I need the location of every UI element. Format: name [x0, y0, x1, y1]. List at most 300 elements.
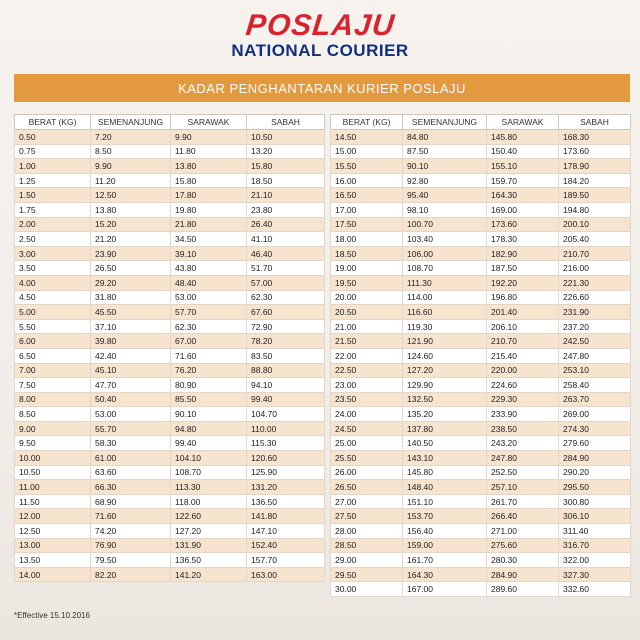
- table-row: [331, 319, 631, 334]
- cell-weight: 29.50: [331, 567, 403, 582]
- cell-sabah: 21.10: [247, 188, 325, 203]
- header-sabah: SABAH: [247, 115, 325, 130]
- header-semenanjung: SEMENANJUNG: [91, 115, 171, 130]
- cell-sarawak: 11.80: [171, 144, 247, 159]
- cell-semenanjung: 108.70: [403, 261, 487, 276]
- cell-weight: 12.00: [15, 509, 91, 524]
- cell-semenanjung: 68.90: [91, 494, 171, 509]
- cell-sarawak: 71.60: [171, 348, 247, 363]
- cell-weight: 2.50: [15, 232, 91, 247]
- cell-weight: 1.25: [15, 173, 91, 188]
- table-row: [15, 305, 325, 320]
- cell-weight: 16.00: [331, 173, 403, 188]
- table-row: [331, 173, 631, 188]
- cell-weight: 6.50: [15, 348, 91, 363]
- cell-sarawak: 39.10: [171, 246, 247, 261]
- rate-table-title-banner: [14, 74, 630, 102]
- table-row: [15, 480, 325, 495]
- cell-sabah: 210.70: [559, 246, 631, 261]
- cell-sarawak: 17.80: [171, 188, 247, 203]
- table-row: [331, 246, 631, 261]
- cell-weight: 23.00: [331, 378, 403, 393]
- cell-weight: 19.50: [331, 275, 403, 290]
- table-row: [331, 305, 631, 320]
- table-row: [15, 246, 325, 261]
- table-row: [15, 334, 325, 349]
- header-semenanjung: SEMENANJUNG: [403, 115, 487, 130]
- table-row: [331, 436, 631, 451]
- cell-weight: 1.00: [15, 159, 91, 174]
- cell-sarawak: 99.40: [171, 436, 247, 451]
- cell-sarawak: 150.40: [487, 144, 559, 159]
- rate-rows-right: [331, 130, 631, 597]
- rate-table-left: [14, 114, 325, 582]
- table-row: [331, 334, 631, 349]
- table-row: [331, 130, 631, 145]
- effective-date-note: *Effective 15.10.2016: [14, 611, 90, 620]
- cell-sabah: 78.20: [247, 334, 325, 349]
- cell-semenanjung: 140.50: [403, 436, 487, 451]
- cell-sabah: 184.20: [559, 173, 631, 188]
- cell-semenanjung: 156.40: [403, 524, 487, 539]
- cell-sabah: 247.80: [559, 348, 631, 363]
- cell-semenanjung: 100.70: [403, 217, 487, 232]
- cell-weight: 27.50: [331, 509, 403, 524]
- table-row: [15, 538, 325, 553]
- cell-weight: 10.50: [15, 465, 91, 480]
- table-row: [331, 509, 631, 524]
- cell-sabah: 216.00: [559, 261, 631, 276]
- cell-sarawak: 21.80: [171, 217, 247, 232]
- cell-sarawak: 164.30: [487, 188, 559, 203]
- cell-sarawak: 182.90: [487, 246, 559, 261]
- cell-sarawak: 43.80: [171, 261, 247, 276]
- cell-weight: 26.50: [331, 480, 403, 495]
- cell-sabah: 231.90: [559, 305, 631, 320]
- cell-semenanjung: 124.60: [403, 348, 487, 363]
- cell-sabah: 131.20: [247, 480, 325, 495]
- cell-semenanjung: 47.70: [91, 378, 171, 393]
- cell-weight: 1.50: [15, 188, 91, 203]
- cell-semenanjung: 9.90: [91, 159, 171, 174]
- table-row: [15, 378, 325, 393]
- cell-semenanjung: 153.70: [403, 509, 487, 524]
- cell-sarawak: 233.90: [487, 407, 559, 422]
- cell-weight: 13.50: [15, 553, 91, 568]
- cell-semenanjung: 135.20: [403, 407, 487, 422]
- cell-semenanjung: 111.30: [403, 275, 487, 290]
- cell-sarawak: 62.30: [171, 319, 247, 334]
- cell-weight: 24.00: [331, 407, 403, 422]
- cell-sabah: 274.30: [559, 421, 631, 436]
- cell-weight: 7.00: [15, 363, 91, 378]
- poslaju-logo: [0, 10, 640, 60]
- cell-weight: 8.00: [15, 392, 91, 407]
- cell-weight: 3.50: [15, 261, 91, 276]
- cell-sabah: 269.00: [559, 407, 631, 422]
- cell-semenanjung: 29.20: [91, 275, 171, 290]
- table-row: [331, 159, 631, 174]
- cell-semenanjung: 151.10: [403, 494, 487, 509]
- cell-semenanjung: 159.00: [403, 538, 487, 553]
- cell-weight: 21.00: [331, 319, 403, 334]
- cell-sarawak: 113.30: [171, 480, 247, 495]
- table-row: [15, 567, 325, 582]
- cell-weight: 4.00: [15, 275, 91, 290]
- table-row: [331, 465, 631, 480]
- cell-sabah: 205.40: [559, 232, 631, 247]
- cell-sabah: 253.10: [559, 363, 631, 378]
- table-row: [331, 232, 631, 247]
- cell-weight: 23.50: [331, 392, 403, 407]
- cell-sabah: 136.50: [247, 494, 325, 509]
- cell-weight: 19.00: [331, 261, 403, 276]
- cell-sarawak: 173.60: [487, 217, 559, 232]
- cell-weight: 13.00: [15, 538, 91, 553]
- cell-sarawak: 15.80: [171, 173, 247, 188]
- cell-sabah: 51.70: [247, 261, 325, 276]
- cell-sabah: 67.60: [247, 305, 325, 320]
- table-row: [331, 348, 631, 363]
- rate-rows-left: [15, 130, 325, 582]
- table-row: [331, 538, 631, 553]
- cell-sabah: 147.10: [247, 524, 325, 539]
- cell-sarawak: 280.30: [487, 553, 559, 568]
- header-sarawak: SARAWAK: [487, 115, 559, 130]
- table-header-row: [15, 115, 325, 130]
- table-row: [15, 553, 325, 568]
- rate-table-title: KADAR PENGHANTARAN KURIER POSLAJU: [178, 80, 466, 96]
- table-row: [331, 261, 631, 276]
- cell-semenanjung: 129.90: [403, 378, 487, 393]
- cell-sarawak: 169.00: [487, 202, 559, 217]
- cell-sabah: 152.40: [247, 538, 325, 553]
- cell-semenanjung: 121.90: [403, 334, 487, 349]
- cell-sarawak: 210.70: [487, 334, 559, 349]
- cell-sarawak: 261.70: [487, 494, 559, 509]
- logo-subtitle: NATIONAL COURIER: [231, 41, 409, 60]
- table-row: [15, 524, 325, 539]
- cell-sabah: 26.40: [247, 217, 325, 232]
- cell-sabah: 311.40: [559, 524, 631, 539]
- cell-semenanjung: 31.80: [91, 290, 171, 305]
- cell-sabah: 23.80: [247, 202, 325, 217]
- cell-semenanjung: 148.40: [403, 480, 487, 495]
- table-row: [15, 363, 325, 378]
- cell-weight: 18.50: [331, 246, 403, 261]
- cell-sabah: 173.60: [559, 144, 631, 159]
- cell-semenanjung: 132.50: [403, 392, 487, 407]
- table-row: [15, 261, 325, 276]
- cell-sabah: 157.70: [247, 553, 325, 568]
- cell-semenanjung: 45.50: [91, 305, 171, 320]
- cell-weight: 11.50: [15, 494, 91, 509]
- cell-semenanjung: 45.10: [91, 363, 171, 378]
- table-row: [15, 188, 325, 203]
- cell-weight: 15.00: [331, 144, 403, 159]
- cell-weight: 22.00: [331, 348, 403, 363]
- cell-sabah: 41.10: [247, 232, 325, 247]
- cell-weight: 24.50: [331, 421, 403, 436]
- table-row: [15, 451, 325, 466]
- cell-sabah: 104.70: [247, 407, 325, 422]
- cell-sabah: 13.20: [247, 144, 325, 159]
- table-row: [15, 173, 325, 188]
- cell-sarawak: 67.00: [171, 334, 247, 349]
- cell-semenanjung: 74.20: [91, 524, 171, 539]
- cell-sarawak: 80.90: [171, 378, 247, 393]
- cell-sarawak: 247.80: [487, 451, 559, 466]
- table-row: [15, 232, 325, 247]
- cell-weight: 30.00: [331, 582, 403, 597]
- table-header-row: [331, 115, 631, 130]
- cell-sabah: 120.60: [247, 451, 325, 466]
- cell-weight: 20.00: [331, 290, 403, 305]
- cell-sabah: 300.80: [559, 494, 631, 509]
- cell-sabah: 279.60: [559, 436, 631, 451]
- cell-sabah: 115.30: [247, 436, 325, 451]
- cell-weight: 17.50: [331, 217, 403, 232]
- header-weight: BERAT (KG): [15, 115, 91, 130]
- cell-weight: 16.50: [331, 188, 403, 203]
- cell-semenanjung: 8.50: [91, 144, 171, 159]
- table-row: [331, 451, 631, 466]
- cell-semenanjung: 63.60: [91, 465, 171, 480]
- table-row: [331, 407, 631, 422]
- cell-semenanjung: 79.50: [91, 553, 171, 568]
- cell-sabah: 163.00: [247, 567, 325, 582]
- cell-sabah: 242.50: [559, 334, 631, 349]
- table-row: [331, 480, 631, 495]
- table-row: [15, 392, 325, 407]
- table-row: [331, 188, 631, 203]
- cell-sarawak: 145.80: [487, 130, 559, 145]
- table-row: [15, 348, 325, 363]
- cell-sarawak: 48.40: [171, 275, 247, 290]
- cell-semenanjung: 13.80: [91, 202, 171, 217]
- cell-sabah: 141.80: [247, 509, 325, 524]
- table-row: [15, 130, 325, 145]
- cell-sabah: 237.20: [559, 319, 631, 334]
- cell-weight: 11.00: [15, 480, 91, 495]
- cell-sabah: 15.80: [247, 159, 325, 174]
- cell-semenanjung: 90.10: [403, 159, 487, 174]
- cell-sabah: 125.90: [247, 465, 325, 480]
- cell-sabah: 57.00: [247, 275, 325, 290]
- table-row: [15, 290, 325, 305]
- cell-sabah: 200.10: [559, 217, 631, 232]
- table-row: [15, 159, 325, 174]
- header-sabah: SABAH: [559, 115, 631, 130]
- cell-sabah: 221.30: [559, 275, 631, 290]
- cell-sarawak: 206.10: [487, 319, 559, 334]
- cell-semenanjung: 145.80: [403, 465, 487, 480]
- cell-sarawak: 85.50: [171, 392, 247, 407]
- cell-semenanjung: 116.60: [403, 305, 487, 320]
- table-row: [15, 319, 325, 334]
- table-row: [331, 363, 631, 378]
- cell-sarawak: 187.50: [487, 261, 559, 276]
- cell-sarawak: 201.40: [487, 305, 559, 320]
- table-row: [15, 436, 325, 451]
- cell-weight: 10.00: [15, 451, 91, 466]
- cell-semenanjung: 103.40: [403, 232, 487, 247]
- cell-sarawak: 136.50: [171, 553, 247, 568]
- cell-weight: 15.50: [331, 159, 403, 174]
- cell-weight: 20.50: [331, 305, 403, 320]
- cell-sabah: 322.00: [559, 553, 631, 568]
- cell-semenanjung: 114.00: [403, 290, 487, 305]
- cell-sabah: 263.70: [559, 392, 631, 407]
- cell-sabah: 327.30: [559, 567, 631, 582]
- cell-sabah: 168.30: [559, 130, 631, 145]
- cell-semenanjung: 61.00: [91, 451, 171, 466]
- cell-semenanjung: 42.40: [91, 348, 171, 363]
- cell-sabah: 10.50: [247, 130, 325, 145]
- cell-semenanjung: 12.50: [91, 188, 171, 203]
- cell-sarawak: 9.90: [171, 130, 247, 145]
- cell-sabah: 110.00: [247, 421, 325, 436]
- cell-semenanjung: 119.30: [403, 319, 487, 334]
- rate-table-right: [330, 114, 631, 597]
- cell-sabah: 46.40: [247, 246, 325, 261]
- cell-sarawak: 275.60: [487, 538, 559, 553]
- cell-sarawak: 94.80: [171, 421, 247, 436]
- cell-semenanjung: 143.10: [403, 451, 487, 466]
- cell-semenanjung: 39.80: [91, 334, 171, 349]
- cell-weight: 8.50: [15, 407, 91, 422]
- cell-sarawak: 243.20: [487, 436, 559, 451]
- cell-sarawak: 57.70: [171, 305, 247, 320]
- cell-semenanjung: 26.50: [91, 261, 171, 276]
- cell-sabah: 178.90: [559, 159, 631, 174]
- table-row: [331, 378, 631, 393]
- cell-weight: 5.50: [15, 319, 91, 334]
- cell-weight: 12.50: [15, 524, 91, 539]
- cell-semenanjung: 50.40: [91, 392, 171, 407]
- table-row: [15, 494, 325, 509]
- cell-sabah: 189.50: [559, 188, 631, 203]
- cell-sarawak: 131.90: [171, 538, 247, 553]
- cell-semenanjung: 167.00: [403, 582, 487, 597]
- cell-semenanjung: 106.00: [403, 246, 487, 261]
- cell-weight: 18.00: [331, 232, 403, 247]
- cell-sarawak: 118.00: [171, 494, 247, 509]
- cell-sarawak: 19.80: [171, 202, 247, 217]
- cell-sabah: 94.10: [247, 378, 325, 393]
- cell-weight: 9.00: [15, 421, 91, 436]
- table-row: [331, 524, 631, 539]
- cell-sabah: 88.80: [247, 363, 325, 378]
- cell-sarawak: 155.10: [487, 159, 559, 174]
- cell-semenanjung: 53.00: [91, 407, 171, 422]
- cell-semenanjung: 92.80: [403, 173, 487, 188]
- cell-sarawak: 159.70: [487, 173, 559, 188]
- cell-sarawak: 224.60: [487, 378, 559, 393]
- cell-sarawak: 127.20: [171, 524, 247, 539]
- cell-weight: 25.00: [331, 436, 403, 451]
- cell-sarawak: 13.80: [171, 159, 247, 174]
- cell-sarawak: 53.00: [171, 290, 247, 305]
- cell-semenanjung: 161.70: [403, 553, 487, 568]
- cell-weight: 17.00: [331, 202, 403, 217]
- cell-sarawak: 271.00: [487, 524, 559, 539]
- cell-sabah: 194.80: [559, 202, 631, 217]
- cell-semenanjung: 98.10: [403, 202, 487, 217]
- table-row: [15, 465, 325, 480]
- table-row: [331, 144, 631, 159]
- cell-sabah: 18.50: [247, 173, 325, 188]
- cell-weight: 28.50: [331, 538, 403, 553]
- cell-sarawak: 266.40: [487, 509, 559, 524]
- cell-sarawak: 215.40: [487, 348, 559, 363]
- cell-weight: 22.50: [331, 363, 403, 378]
- cell-sarawak: 238.50: [487, 421, 559, 436]
- cell-sarawak: 289.60: [487, 582, 559, 597]
- cell-weight: 21.50: [331, 334, 403, 349]
- table-row: [15, 144, 325, 159]
- cell-sabah: 295.50: [559, 480, 631, 495]
- cell-semenanjung: 127.20: [403, 363, 487, 378]
- cell-sarawak: 229.30: [487, 392, 559, 407]
- cell-sarawak: 76.20: [171, 363, 247, 378]
- cell-semenanjung: 21.20: [91, 232, 171, 247]
- cell-sabah: 62.30: [247, 290, 325, 305]
- header-weight: BERAT (KG): [331, 115, 403, 130]
- cell-sarawak: 220.00: [487, 363, 559, 378]
- cell-semenanjung: 37.10: [91, 319, 171, 334]
- cell-sabah: 226.60: [559, 290, 631, 305]
- cell-semenanjung: 71.60: [91, 509, 171, 524]
- cell-semenanjung: 7.20: [91, 130, 171, 145]
- table-row: [331, 275, 631, 290]
- table-row: [331, 567, 631, 582]
- cell-sarawak: 252.50: [487, 465, 559, 480]
- table-row: [15, 275, 325, 290]
- cell-sabah: 316.70: [559, 538, 631, 553]
- cell-sarawak: 90.10: [171, 407, 247, 422]
- cell-semenanjung: 137.80: [403, 421, 487, 436]
- cell-weight: 7.50: [15, 378, 91, 393]
- table-row: [331, 290, 631, 305]
- cell-weight: 9.50: [15, 436, 91, 451]
- cell-semenanjung: 58.30: [91, 436, 171, 451]
- cell-weight: 0.50: [15, 130, 91, 145]
- cell-sarawak: 108.70: [171, 465, 247, 480]
- cell-semenanjung: 11.20: [91, 173, 171, 188]
- table-row: [331, 421, 631, 436]
- table-row: [331, 392, 631, 407]
- cell-semenanjung: 82.20: [91, 567, 171, 582]
- cell-semenanjung: 23.90: [91, 246, 171, 261]
- cell-semenanjung: 95.40: [403, 188, 487, 203]
- cell-weight: 2.00: [15, 217, 91, 232]
- cell-sabah: 332.60: [559, 582, 631, 597]
- cell-semenanjung: 15.20: [91, 217, 171, 232]
- cell-sarawak: 104.10: [171, 451, 247, 466]
- cell-weight: 4.50: [15, 290, 91, 305]
- logo-brand: POSLAJU: [243, 9, 397, 42]
- cell-sarawak: 141.20: [171, 567, 247, 582]
- table-row: [331, 553, 631, 568]
- cell-semenanjung: 76.90: [91, 538, 171, 553]
- table-row: [331, 494, 631, 509]
- cell-weight: 14.50: [331, 130, 403, 145]
- cell-sabah: 72.90: [247, 319, 325, 334]
- cell-sabah: 284.90: [559, 451, 631, 466]
- cell-weight: 6.00: [15, 334, 91, 349]
- cell-weight: 5.00: [15, 305, 91, 320]
